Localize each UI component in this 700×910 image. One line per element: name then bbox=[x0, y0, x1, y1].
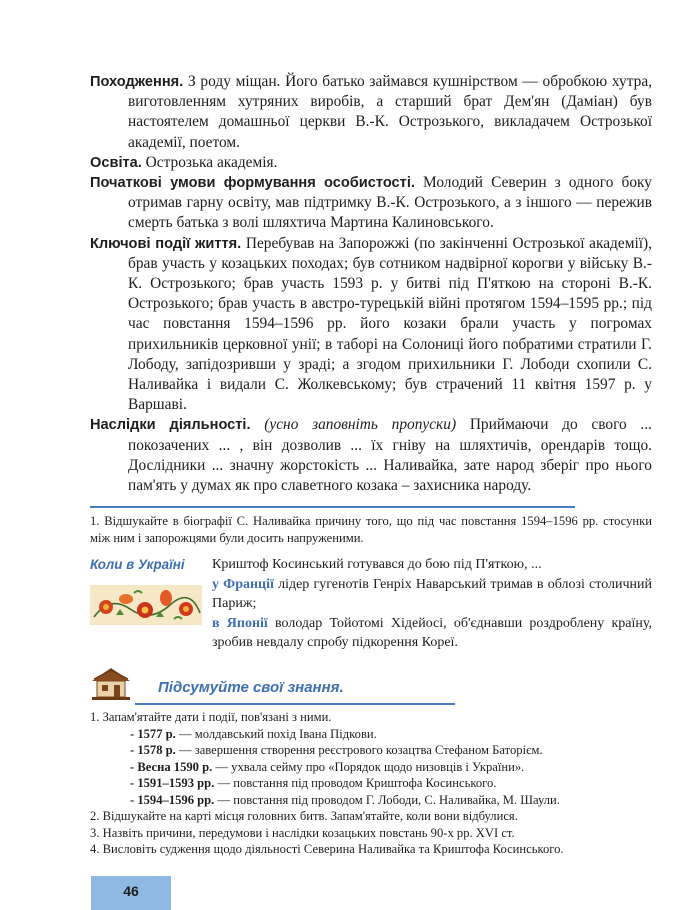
japan-label: в Японії bbox=[212, 615, 268, 631]
date-value: - 1591–1593 рр. bbox=[130, 776, 215, 790]
events-label: Ключові події життя. bbox=[90, 235, 242, 252]
japan-line bbox=[212, 614, 652, 653]
consequences-hint: (усно заповніть пропуски) bbox=[264, 416, 457, 434]
consequences-text: Приймаючи до свого ... покозачених ... , він дозволив ... їх гніву на шляхтичів, орендарів тощо. Дослідники ... значну жорстокість ... Наливайка, зате народ зберіг про нього пам'ять у думах як про славетного козака – захисника народу. bbox=[128, 416, 652, 495]
origin-paragraph bbox=[90, 72, 652, 153]
date-item bbox=[90, 792, 670, 809]
consequences-paragraph bbox=[90, 415, 652, 496]
page-number: 46 bbox=[123, 883, 139, 899]
when-in-ukraine-label: Коли в Україні bbox=[90, 557, 185, 572]
task-2: 2. Відшукайте на карті місця головних битв. Запам'ятайте, коли вони відбулися. bbox=[90, 809, 518, 823]
education-label: Освіта. bbox=[90, 154, 142, 171]
footnote: 1. Відшукайте в біографії С. Наливайка причину того, що під час повстання 1594–1596 рр. стосунки між ним і запорожцями були досить напруженими. bbox=[90, 514, 652, 545]
consequences-label: Наслідки діяльності. bbox=[90, 417, 251, 434]
education-text: Острозька академія. bbox=[145, 153, 278, 171]
date-event: — ухвала сейму про «Порядок щодо низовців і України». bbox=[212, 759, 525, 774]
date-item bbox=[90, 742, 670, 759]
date-value: - 1577 р. bbox=[130, 726, 176, 741]
japan-text: володар Тойотомі Хідейосі, об'єднавши роздроблену країну, зробив невдалу спробу підкорення Кореї. bbox=[212, 615, 652, 651]
conditions-text: Молодий Северин з одного боку отримав гарну освіту, мав підтримку В.-К. Острозького, а з іншого — пережив смерть батька з волі шляхтича Мартина Калиновського. bbox=[128, 174, 652, 232]
when-in-ukraine-text bbox=[212, 555, 652, 653]
france-label: у Франції bbox=[212, 576, 274, 592]
date-event: — повстання під проводом Криштофа Косинського. bbox=[214, 776, 497, 790]
date-item bbox=[90, 759, 670, 776]
task-3: 3. Назвіть причини, передумови і наслідки козацьких повстань 90-х рр. XVI ст. bbox=[90, 825, 515, 840]
biography-section bbox=[90, 72, 652, 496]
divider-line bbox=[90, 506, 575, 508]
events-paragraph bbox=[90, 234, 652, 416]
date-value: - Весна 1590 р. bbox=[130, 759, 213, 774]
france-line bbox=[212, 575, 652, 614]
ukraine-line: Криштоф Косинський готувався до бою під П'яткою, ... bbox=[212, 557, 542, 572]
origin-label: Походження. bbox=[90, 74, 184, 90]
task-4: 4. Висловіть судження щодо діяльності Северина Наливайка та Криштофа Косинського. bbox=[90, 842, 564, 856]
conditions-label: Початкові умови формування особистості. bbox=[90, 175, 415, 192]
conditions-paragraph bbox=[90, 173, 652, 234]
hut-icon bbox=[90, 665, 132, 703]
summary-divider bbox=[135, 703, 455, 705]
france-text: лідер гугенотів Генріх Наварський тримав в облозі столичний Париж; bbox=[212, 576, 653, 612]
floral-ornament-image bbox=[90, 585, 202, 625]
page-number-box bbox=[91, 876, 171, 910]
events-text: Перебував на Запорожжі (по закінченні Острозької академії), брав участь у козацьких походах; був сотником надвірної корогви у війську В.-К. Острозького; брав участь 1593 р. у битві під П'яткою на стороні В.-К. Острозького; брав участь в австро-турецькій війні протягом 1594–1595 рр.; під час повстання 1594–1596 рр. його козаки брали участь у погромах прихильників церковної унії; в таборі на Солониці його побратими стратили Г. Лободу, запідозривши у зраді; а згодом прихильники Г. Лободи схопили С. Наливайка і видали С. Жолкевському; був страчений 11 квітня 1597 р. у Варшаві. bbox=[128, 234, 652, 414]
date-value: - 1578 р. bbox=[130, 743, 176, 757]
date-item bbox=[90, 726, 670, 743]
education-paragraph bbox=[90, 153, 652, 173]
summary-title: Підсумуйте свої знання. bbox=[158, 679, 344, 696]
origin-text: З роду міщан. Його батько займався кушнірством — обробкою хутра, виготовленням хутряних виробів, а старший брат Дем'ян (Даміан) був настоятелем домашньої церкви В.-К. Острозького, викладачем Острозької академії, поетом. bbox=[128, 73, 652, 151]
task-1: 1. Запам'ятайте дати і події, пов'язані з ними. bbox=[90, 710, 332, 724]
summary-tasks bbox=[90, 709, 670, 858]
date-value: - 1594–1596 рр. bbox=[130, 792, 215, 807]
date-event: — молдавський похід Івана Підкови. bbox=[175, 726, 377, 741]
date-event: — повстання під проводом Г. Лободи, С. Наливайка, М. Шаули. bbox=[214, 792, 560, 807]
date-event: — завершення створення реєстрового козацтва Стефаном Баторієм. bbox=[175, 743, 543, 757]
date-item bbox=[90, 775, 670, 792]
